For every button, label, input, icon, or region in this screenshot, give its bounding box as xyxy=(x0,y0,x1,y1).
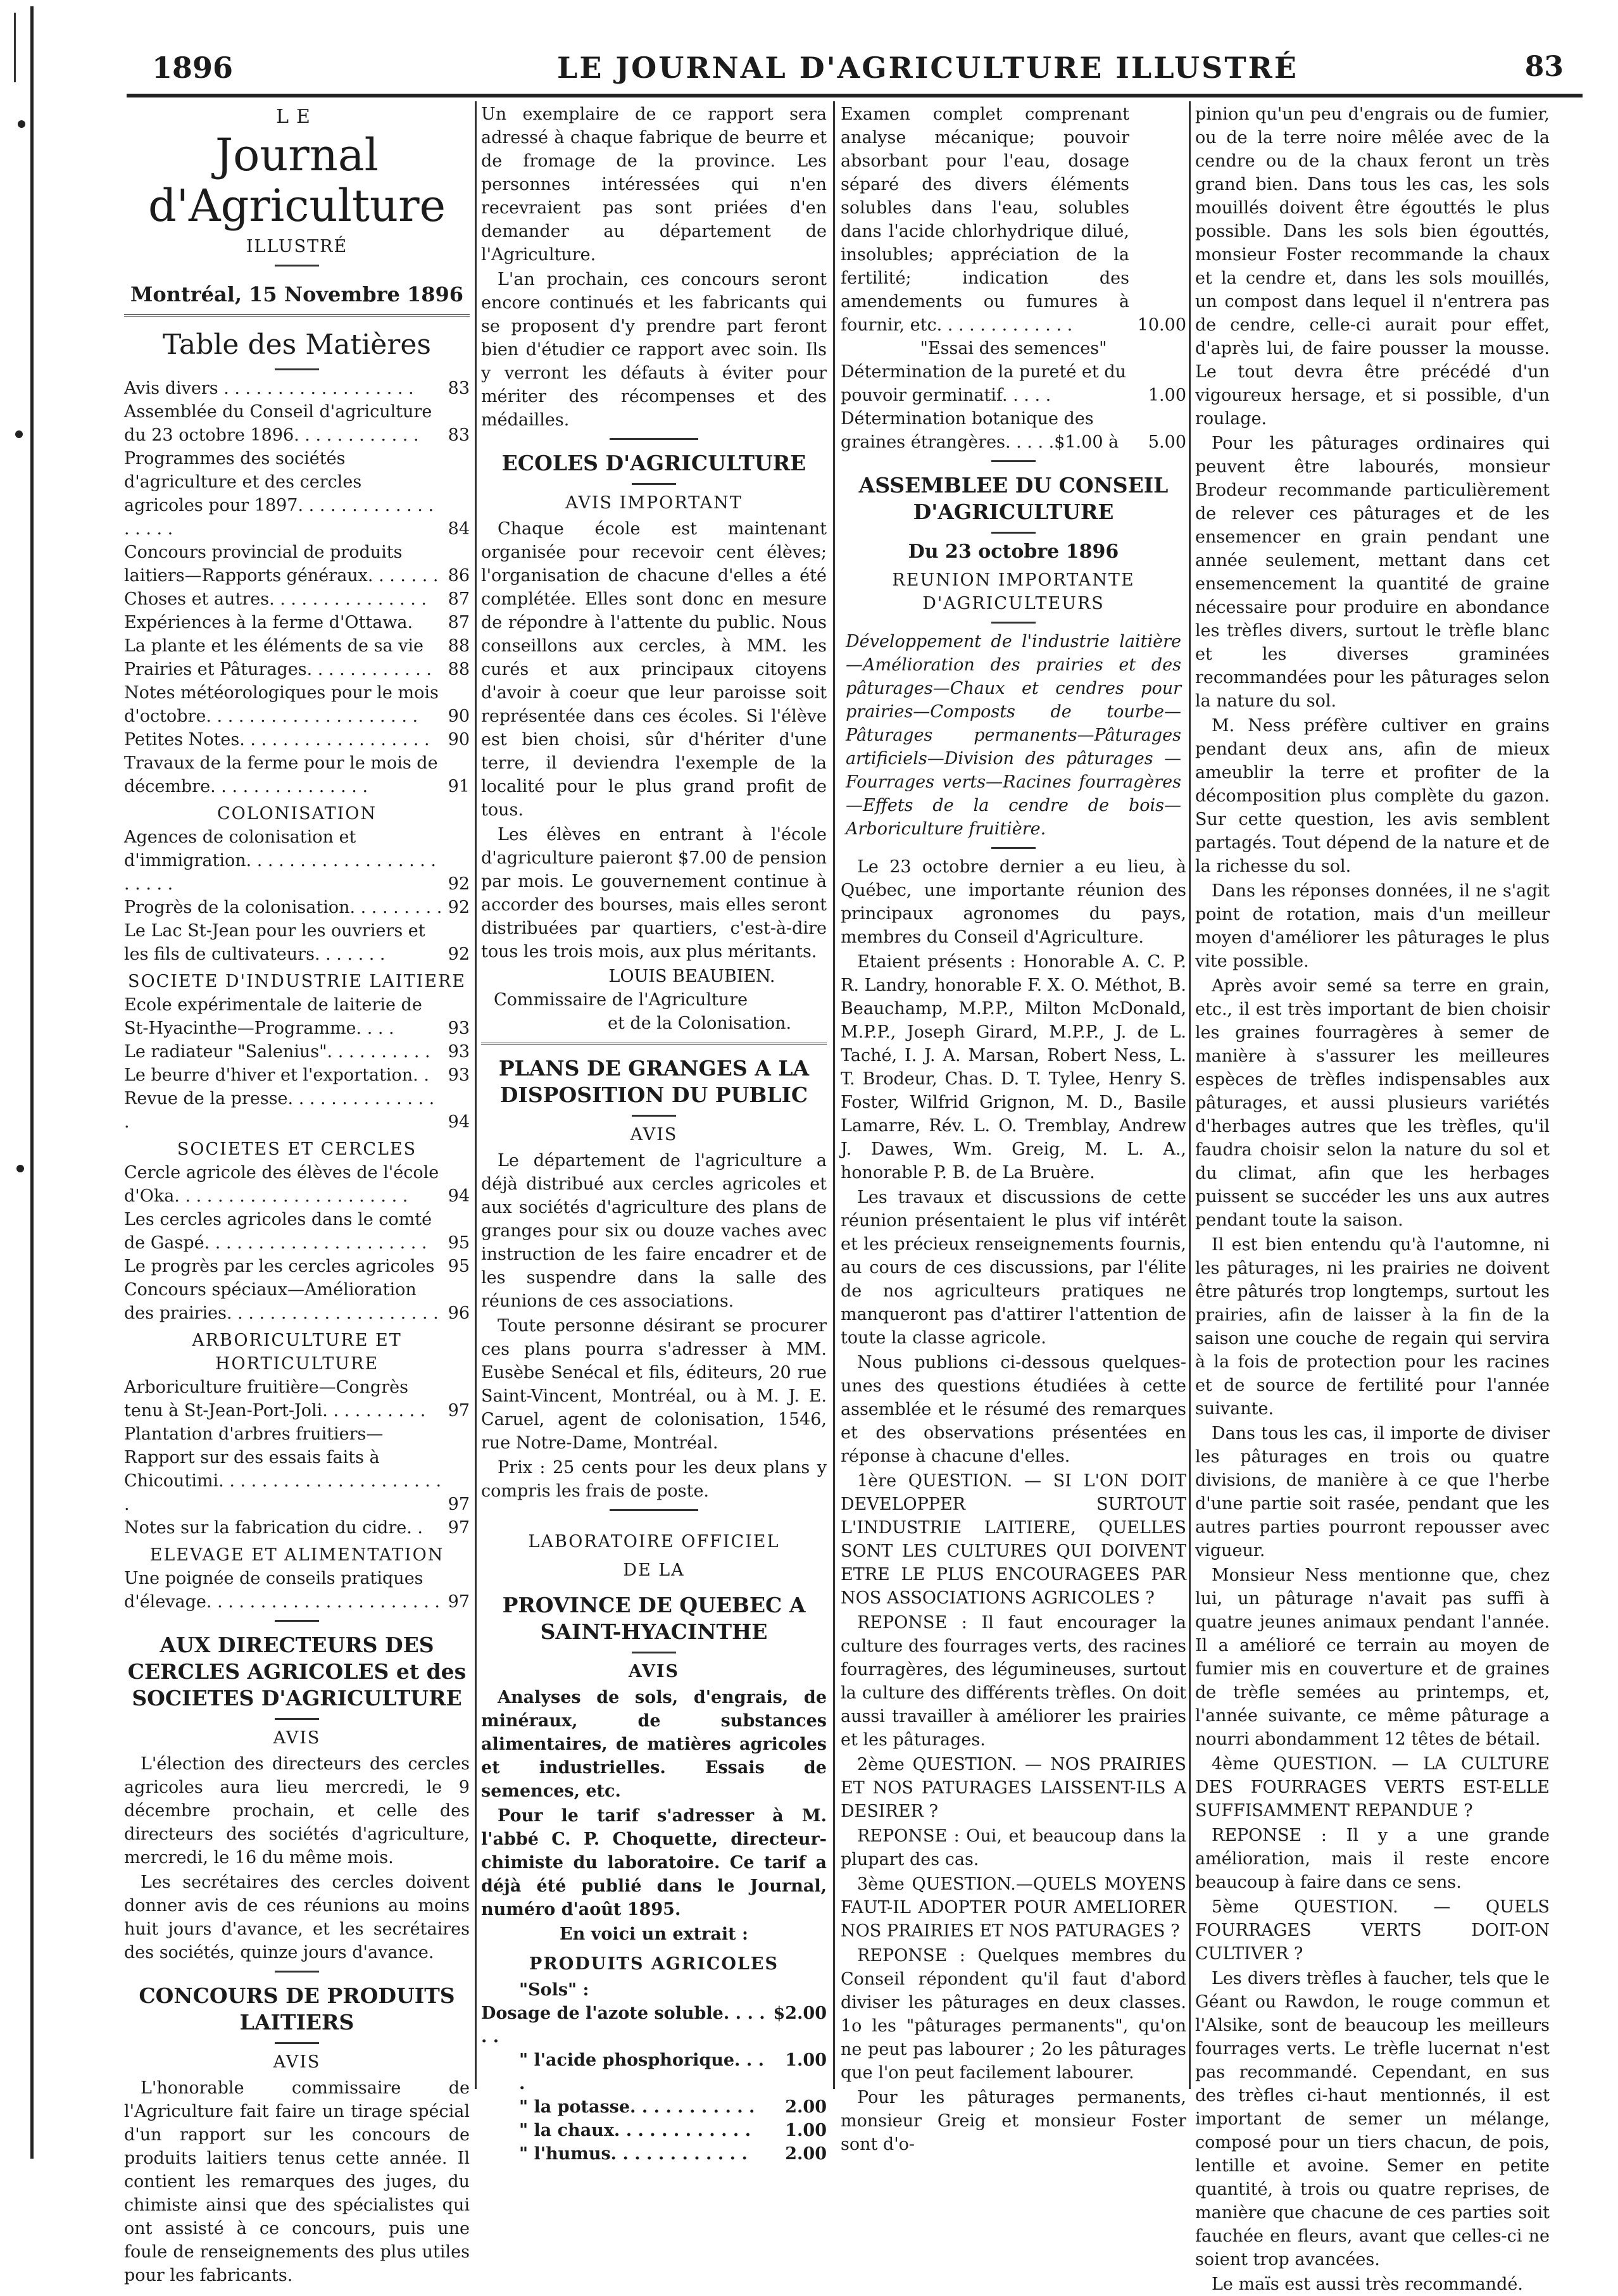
question: 5ème QUESTION. — QUELS FOURRAGES VERTS DOIT-ON CULTIVER ? xyxy=(1195,1897,1550,1964)
price-row: " la potasse. . . . . . . . . . . 2.00 xyxy=(519,2097,827,2117)
masthead-le: LE xyxy=(276,106,318,128)
toc-entry: Revue de la presse. . . . . . . . . . . . . . . 94 xyxy=(124,1089,470,1132)
toc-entry: Prairies et Pâturages. . . . . . . . . . . . 88 xyxy=(124,660,470,679)
laboratoire-paragraph: Pour le tarif s'adresser à M. l'abbé C. P. Choquette, directeur-chimiste du laboratoire. Ce tarif a déjà été publié dans le Journal, numéro d'août 1895. xyxy=(481,1806,827,1919)
assemblee-title: ASSEMBLEE DU CONSEIL D'AGRICULTURE xyxy=(858,473,1169,524)
concours-paragraph: Un exemplaire de ce rapport sera adressé à chaque fabrique de beurre et de fromage de la province. Les personnes intéressées qui n'en recevraient pas sont priées d'en demander au département de l'Agriculture. xyxy=(481,104,827,265)
toc-entry: Arboriculture fruitière—Congrès tenu à St-Jean-Port-Joli. . . . . . . . . . 97 xyxy=(124,1377,470,1421)
assemblee-paragraph: Monsieur Ness mentionne que, chez lui, un pâturage n'avait pas suffi à quatre jeunes animaux pendant l'année. Il a amélioré ce terrain au moyen de fumier mis en couverture et de graines de trèfle semées au printemps, et, l'année suivante, ce même pâturage a nourri abondamment 12 têtes de bétail. xyxy=(1195,1565,1550,1749)
toc-entry: Avis divers . . . . . . . . . . . . . . . . . . 83 xyxy=(124,379,470,398)
header-year: 1896 xyxy=(152,51,234,85)
toc-entry: Concours spéciaux—Amélioration des prairies. . . . . . . . . . . . . . . . . . . . 96 xyxy=(124,1280,470,1323)
divider xyxy=(632,1115,676,1117)
header-rule xyxy=(127,94,1583,97)
assemblee-paragraph: Pour les pâturages ordinaires qui peuvent être labourés, monsieur Brodeur recommande particulièrement de relever ces pâturages et de les ensemencer en grain pendant une année seulement, mettant dans cet ensemencement la quantité de graine nécessaire pour produire en abondance les trèfles divers, surtout le trèfle blanc et les diverses graminées recommandées pour les pâturages selon la nature du sol. xyxy=(1195,434,1550,711)
laboratoire-paragraph: Analyses de sols, d'engrais, de minéraux, de substances alimentaires, de matières agricoles et industrielles. Essais de semences, etc. xyxy=(481,1688,827,1801)
divider xyxy=(275,1620,319,1622)
assemblee-subtitle: REUNION IMPORTANTE D'AGRICULTEURS xyxy=(892,570,1135,613)
reponse: REPONSE : Oui, et beaucoup dans la plupart des cas. xyxy=(841,1826,1186,1869)
divider xyxy=(275,368,319,370)
assemblee-paragraph: Le maïs est aussi très recommandé. xyxy=(1212,2274,1523,2294)
column-3 xyxy=(841,103,1186,2154)
toc-entry: La plante et les éléments de sa vie 88 xyxy=(124,636,470,656)
toc-entry: Concours provincial de produits laitiers—Rapports généraux. . . . . . . 86 xyxy=(124,543,470,586)
toc-list xyxy=(124,377,470,798)
directeurs-avis: AVIS xyxy=(273,1728,321,1748)
price-row: Examen complet comprenant analyse mécanique; pouvoir absorbant pour l'eau, dosage séparé des divers éléments solubles dans l'eau, solubles dans l'acide chlorhydrique dilué, insolubles; appréciation de la fertilité; indication des amendements ou fumures à fournir, etc. . . . . . . . . . . . . 10.00 xyxy=(841,104,1186,335)
column-rule xyxy=(1189,101,1191,2089)
binding-dot xyxy=(18,120,25,128)
essai-heading: "Essai des semences" xyxy=(920,339,1107,358)
toc-title: Table des Matières xyxy=(163,329,431,361)
column-rule xyxy=(833,101,835,2089)
toc-entry: Petites Notes. . . . . . . . . . . . . . . . . . 90 xyxy=(124,730,470,750)
toc-entry: Le beurre d'hiver et l'exportation. . 93 xyxy=(124,1065,470,1085)
toc-section-heading: ARBORICULTURE ET HORTICULTURE xyxy=(192,1331,402,1374)
column-2 xyxy=(481,103,827,2164)
assemblee-paragraph: Les divers trèfles à faucher, tels que le Géant ou Rawdon, le rouge commun et l'Alsike, sont de beaucoup les meilleurs fourrages verts. Le trèfle lucernat n'est pas recommandé. Cependant, en sus des trèfles ci-haut mentionnés, il est important de semer un mélange, composé pour un tiers chacun, de pois, lentille et avoine. Semer en petite quantité, à trois ou quatre reprises, de manière que chacune de ces parties soit fauchée en fleurs, avant que celles-ci ne soient trop avancées. xyxy=(1195,1969,1550,2269)
toc-entry: Assemblée du Conseil d'agriculture du 23 octobre 1896. . . . . . . . . . . . 83 xyxy=(124,402,470,445)
toc-entry: Notes sur la fabrication du cidre. . 97 xyxy=(124,1518,470,1538)
column-1 xyxy=(124,103,470,2285)
divider xyxy=(275,2042,319,2044)
granges-title: PLANS DE GRANGES A LA DISPOSITION DU PUBLIC xyxy=(498,1056,810,1107)
concours-paragraph: L'honorable commissaire de l'Agriculture fait faire un tirage spécial d'un rapport sur les concours de produits laitiers tenus cette année. Il contient les remarques des juges, du chimiste ainsi que des spécialistes qui ont assisté à ce concours, puis une foule de renseignements des plus utiles pour les fabricants. xyxy=(124,2078,470,2285)
binding-line xyxy=(30,6,34,2159)
assemblee-paragraph: Pour les pâturages permanents, monsieur Greig et monsieur Foster sont d'o- xyxy=(841,2088,1186,2154)
toc-entry: Le radiateur "Salenius". . . . . . . . . . 93 xyxy=(124,1042,470,1062)
toc-entry: Les cercles agricoles dans le comté de Gaspé. . . . . . . . . . . . . . . . . . . . . 95 xyxy=(124,1210,470,1253)
price-row: " la chaux. . . . . . . . . . . . 1.00 xyxy=(519,2121,827,2140)
masthead-title: Journal d'Agriculture xyxy=(147,129,446,232)
reponse: REPONSE : Quelques membres du Conseil répondent qu'il faut d'abord diviser les pâturages en deux classes. 1o les "pâturages permanents", qu'on ne peut pas labourer ; 2o les pâturages que l'on peut facilement labourer. xyxy=(841,1946,1186,2083)
header-title: LE JOURNAL D'AGRICULTURE ILLUSTRÉ xyxy=(557,51,1298,85)
binding-edge xyxy=(5,0,75,2176)
laboratoire-extrait: En voici un extrait : xyxy=(560,1924,748,1944)
laboratoire-heading: DE LA xyxy=(623,1560,685,1580)
toc-entry: Une poignée de conseils pratiques d'élevage. . . . . . . . . . . . . . . . . . . . . . 97 xyxy=(124,1569,470,1612)
reponse: REPONSE : Il faut encourager la culture des fourrages verts, des racines fourragères, des légumineuses, surtout la culture des différents trèfles. On doit aussi travailler à améliorer les prairies et les pâturages. xyxy=(841,1613,1186,1750)
question: 3ème QUESTION.—QUELS MOYENS FAUT-IL ADOPTER POUR AMELIORER NOS PRAIRIES ET NOS PATURAGES ? xyxy=(841,1874,1186,1941)
granges-avis: AVIS xyxy=(630,1125,678,1145)
column-rule xyxy=(475,101,477,2089)
divider xyxy=(275,265,319,267)
toc-section-heading: SOCIETE D'INDUSTRIE LAITIERE xyxy=(127,972,467,991)
masthead-date: Montréal, 15 Novembre 1896 xyxy=(130,282,464,306)
ecoles-subtitle: AVIS IMPORTANT xyxy=(565,493,743,513)
divider xyxy=(632,1652,676,1653)
assemblee-paragraph: M. Ness préfère cultiver en grains pendant deux ans, afin de mieux ameublir la terre et profiter de la décomposition plus complète du gazon. Sur cette question, les avis semblent partagés. Tout dépend de la nature et de la richesse du sol. xyxy=(1195,716,1550,876)
directeurs-title: AUX DIRECTEURS DES CERCLES AGRICOLES et des SOCIETES D'AGRICULTURE xyxy=(127,1633,467,1710)
concours-avis: AVIS xyxy=(273,2052,321,2072)
divider xyxy=(991,532,1036,534)
granges-paragraph: Prix : 25 cents pour les deux plans y compris les frais de poste. xyxy=(481,1458,827,1501)
question: 1ère QUESTION. — SI L'ON DOIT DEVELOPPER SURTOUT L'INDUSTRIE LAITIERE, QUELLES SONT LES CULTURES QUI DOIVENT ETRE LE PLUS ENCOURAGEES PAR NOS ASSOCIATIONS AGRICOLES ? xyxy=(841,1471,1186,1608)
toc-entry: Agences de colonisation et d'immigration. . . . . . . . . . . . . . . . . . . . . . . 92 xyxy=(124,827,470,894)
assemblee-paragraph: Dans tous les cas, il importe de diviser les pâturages en trois ou quatre divisions, de manière à ce que l'herbe d'une partie soit rasée, pendant que les autres parties pourront repousser avec vigueur. xyxy=(1195,1424,1550,1560)
laboratoire-title: PROVINCE DE QUEBEC A SAINT-HYACINTHE xyxy=(502,1593,806,1644)
ecoles-paragraph: Les élèves en entrant à l'école d'agriculture paieront $7.00 de pension par mois. Le gouvernement continue à accorder des bourses, mais elles seront distribuées par quartiers, c'est-à-dire tous les trois mois, aux plus méritants. xyxy=(481,825,827,962)
divider xyxy=(991,847,1036,849)
masthead-illustre: ILLUSTRÉ xyxy=(246,237,348,256)
question: 2ème QUESTION. — NOS PRAIRIES ET NOS PATURAGES LAISSENT-ILS A DESIRER ? xyxy=(841,1755,1186,1821)
concours-paragraph: L'an prochain, ces concours seront encore continués et les fabricants qui se proposent d'y prendre part feront bien d'étudier ce rapport avec soin. Ils y verront les défauts à éviter pour mériter des récompenses et des médailles. xyxy=(481,270,827,430)
reponse: REPONSE : Il y a une grande amélioration, mais il reste encore beaucoup à faire dans ce sens. xyxy=(1195,1826,1550,1892)
assemblee-paragraph: pinion qu'un peu d'engrais ou de fumier, ou de la terre noire mêlée avec de la cendre ou de la chaux feront un très grand bien. Dans tous les cas, les sols mouillés doivent être égouttés le plus possible. Dans les sols bien égouttés, monsieur Foster recommande la chaux et la cendre et, dans les sols mouillés, un compost dans lequel il n'entrera pas de cendre, celle-ci aurait pour effet, d'après lui, de faire pousser la mousse. Le tout devra être précédé d'un vigoureux hersage, et si possible, d'un roulage. xyxy=(1195,104,1550,429)
toc-entry: Ecole expérimentale de laiterie de St-Hyacinthe—Programme. . . . 93 xyxy=(124,995,470,1038)
toc-entry: Expériences à la ferme d'Ottawa. 87 xyxy=(124,613,470,632)
signature-title: Commissaire de l'Agriculture xyxy=(494,990,748,1010)
sols-label: "Sols" : xyxy=(519,1980,589,2000)
assemblee-summary: Développement de l'industrie laitière —Amélioration des prairies et des pâturages—Chaux et cendres pour prairies—Composts de tourbe—Pâturages permanents—Pâturages artificiels—Division des pâturages —Fourrages verts—Racines fourragères—Effets de la cendre de bois—Arboriculture fruitière. xyxy=(846,632,1181,839)
ecoles-paragraph: Chaque école est maintenant organisée pour recevoir cent élèves; l'organisation de chacune d'elles a été complétée. Elles sont donc en mesure de répondre à l'attente du public. Nous conseillons aux cercles, à MM. les curés et aux principaux citoyens d'avoir à coeur que leur paroisse soit représentée dans ces écoles. Si l'élève est bien choisi, sûr d'hériter d'une terre, il deviendra l'exemple de la localité pour le plus grand profit de tous. xyxy=(481,519,827,820)
divider xyxy=(632,483,676,485)
assemblee-paragraph: Le 23 octobre dernier a eu lieu, à Québec, une importante réunion des principaux agronomes du pays, membres du Conseil d'Agriculture. xyxy=(841,857,1186,947)
price-row: " l'acide phosphorique. . . . 1.00 xyxy=(519,2050,827,2093)
assemblee-paragraph: Il est bien entendu qu'à l'automne, ni les pâturages, ni les prairies ne doivent être pâturés trop longtemps, surtout les prairies, afin de laisser à la fin de la saison une couche de regain qui servira à la fois de protection pour les racines et de source de fertilité pour l'année suivante. xyxy=(1195,1235,1550,1419)
concours-title: CONCOURS DE PRODUITS LAITIERS xyxy=(139,1983,455,2035)
column-4 xyxy=(1195,103,1550,2294)
toc-entry: Choses et autres. . . . . . . . . . . . . . . 87 xyxy=(124,589,470,609)
running-header xyxy=(152,47,1564,97)
divider xyxy=(481,1043,827,1045)
divider xyxy=(124,314,470,317)
binding-mark xyxy=(14,13,16,82)
divider xyxy=(991,460,1036,462)
toc-entry: Progrès de la colonisation. . . . . . . . . 92 xyxy=(124,898,470,917)
binding-dot xyxy=(15,430,23,438)
laboratoire-heading: LABORATOIRE OFFICIEL xyxy=(528,1532,780,1552)
toc-entry: Travaux de la ferme pour le mois de décembre. . . . . . . . . . . . . . . 91 xyxy=(124,753,470,796)
toc-entry: Le Lac St-Jean pour les ouvriers et les fils de cultivateurs. . . . . . . 92 xyxy=(124,921,470,964)
toc-entry: Cercle agricole des élèves de l'école d'Oka. . . . . . . . . . . . . . . . . . . . . . 94 xyxy=(124,1163,470,1206)
divider xyxy=(275,1971,319,1973)
divider xyxy=(610,1509,698,1511)
toc-section-heading: ELEVAGE ET ALIMENTATION xyxy=(149,1545,444,1565)
signature-name: LOUIS BEAUBIEN. xyxy=(608,967,775,986)
divider xyxy=(275,1718,319,1720)
signature-title: et de la Colonisation. xyxy=(608,1013,792,1033)
price-row: Dosage de l'azote soluble. . . . . . $2.00 xyxy=(481,2004,827,2047)
question: 4ème QUESTION. — LA CULTURE DES FOURRAGES VERTS EST-ELLE SUFFISAMMENT REPANDUE ? xyxy=(1195,1754,1550,1821)
assemblee-paragraph: Dans les réponses données, il ne s'agit point de rotation, mais d'un meilleur moyen d'améliorer les pâturages le plus vite possible. xyxy=(1195,881,1550,971)
granges-paragraph: Toute personne désirant se procurer ces plans pourra s'adresser à MM. Eusèbe Senécal et fils, éditeurs, 20 rue Saint-Vincent, Montréal, ou à M. J. E. Caruel, agent de colonisation, 1546, rue Notre-Dame, Montréal. xyxy=(481,1316,827,1453)
toc-section-heading: COLONISATION xyxy=(216,804,377,824)
ecoles-title: ECOLES D'AGRICULTURE xyxy=(501,451,806,475)
produits-heading: PRODUITS AGRICOLES xyxy=(529,1954,779,1974)
toc-entry: Notes météorologiques pour le mois d'octobre. . . . . . . . . . . . . . . . . . . . 90 xyxy=(124,683,470,726)
header-page-number: 83 xyxy=(1524,51,1564,83)
divider xyxy=(991,622,1036,624)
divider xyxy=(610,438,698,440)
price-row: Détermination de la pureté et du pouvoir germinatif. . . . . 1.00 xyxy=(841,362,1186,405)
directeurs-paragraph: Les secrétaires des cercles doivent donner avis de ces réunions au moins huit jours d'avance, et les secrétaires des sociétés, quinze jours d'avance. xyxy=(124,1873,470,1962)
assemblee-paragraph: Etaient présents : Honorable A. C. P. R. Landry, honorable F. X. O. Méthot, B. Beauchamp, M.P.P., Milton McDonald, M.P.P., Joseph Girard, M.P.P., J. de L. Taché, I. J. A. Marsan, Robert Ness, L. T. Brodeur, Chas. D. T. Tylee, Henry S. Foster, Wilfrid Grignon, M. D., Basile Lamarre, Rév. L. O. Tremblay, Andrew J. Dawes, Wm. Greig, M. L. A., honorable P. B. de La Bruère. xyxy=(841,952,1186,1183)
price-row: " l'humus. . . . . . . . . . . . 2.00 xyxy=(519,2144,827,2164)
toc-entry: Plantation d'arbres fruitiers—Rapport sur des essais faits à Chicoutimi. . . . . . . . . . . . . . . . . . . . . . 97 xyxy=(124,1424,470,1514)
assemblee-paragraph: Les travaux et discussions de cette réunion présentaient le plus vif intérêt et les précieux renseignements fournis, au cours de ces discussions, par l'élite de nos agriculteurs pratiques ne manqueront pas d'attirer l'attention de toute la classe agricole. xyxy=(841,1188,1186,1348)
granges-paragraph: Le département de l'agriculture a déjà distribué aux cercles agricoles et aux sociétés d'agriculture des plans de granges pour six ou douze vaches avec instruction de les faire encadrer et de les suspendre dans la salle des réunions de ces associations. xyxy=(481,1151,827,1311)
price-row: Détermination botanique des graines étrangères. . . . .$1.00 à 5.00 xyxy=(841,409,1186,452)
toc-entry: Le progrès par les cercles agricoles 95 xyxy=(124,1257,470,1276)
assemblee-paragraph: Après avoir semé sa terre en grain, etc., il est très important de bien choisir les graines fourragères à semer de manière à s'assurer les meilleures espèces de trèfles indispensables aux pâturages, et aussi plusieurs variétés d'herbages autres que les trèfles, qu'il faudra choisir selon la nature du sol et du climat, afin que les herbages puissent se succéder les uns aux autres pendant toute la saison. xyxy=(1195,976,1550,1230)
assemblee-date: Du 23 octobre 1896 xyxy=(908,541,1119,563)
laboratoire-avis: AVIS xyxy=(628,1662,680,1681)
directeurs-paragraph: L'élection des directeurs des cercles agricoles aura lieu mercredi, le 9 décembre prochain, et celle des directeurs des sociétés d'agriculture, mercredi, le 16 du même mois. xyxy=(124,1754,470,1867)
toc-entry: Programmes des sociétés d'agriculture et des cercles agricoles pour 1897. . . . . . . . . . . . . . . . . . 84 xyxy=(124,449,470,539)
assemblee-paragraph: Nous publions ci-dessous quelques-unes des questions étudiées à cette assemblée et le résumé des remarques et des observations présentées en réponse à chacune d'elles. xyxy=(841,1353,1186,1466)
binding-dot xyxy=(16,1165,24,1172)
toc-section-heading: SOCIETES ET CERCLES xyxy=(177,1139,417,1159)
